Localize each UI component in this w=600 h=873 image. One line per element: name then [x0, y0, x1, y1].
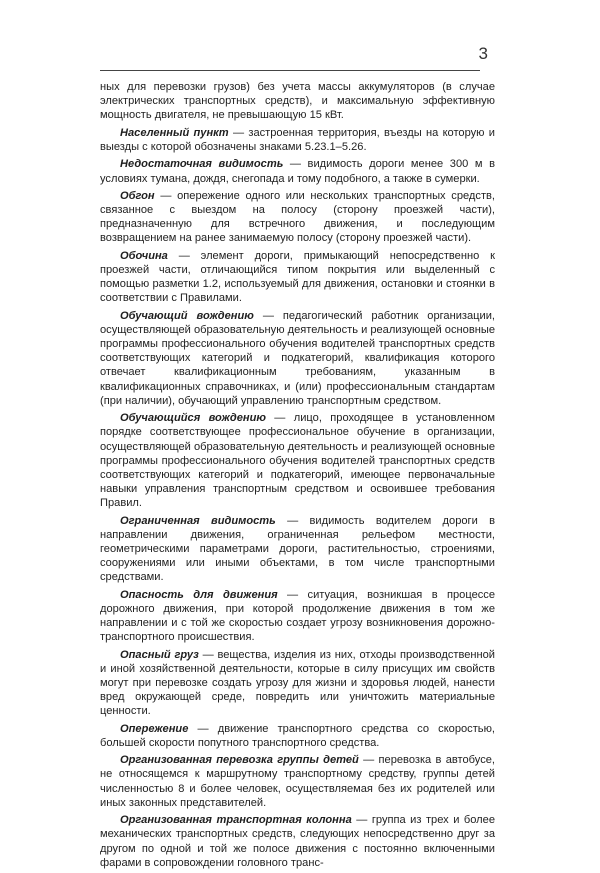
- definition-paragraph: [100, 309, 495, 408]
- definition-paragraph: [100, 753, 495, 810]
- definition-text: — движение транспортного средства со скоростью, большей скорости попутного транспортного средства.: [100, 722, 495, 749]
- definition-text: — застроенная территория, въезды на которую и выезды с которой обозначены знаками 5.23.1–5.26.: [100, 126, 495, 153]
- term-heading: Ограниченная видимость: [120, 514, 276, 527]
- definition-paragraph: [100, 157, 495, 185]
- definition-paragraph: [100, 189, 495, 246]
- term-heading: Организованная перевозка группы детей: [120, 754, 359, 767]
- page-body: [100, 80, 495, 873]
- definition-text: — видимость дороги менее 300 м в условиях тумана, дождя, снегопада и тому подобного, а также в сумерки.: [100, 158, 496, 185]
- definition-paragraph: [100, 648, 495, 719]
- definition-text: — опережение одного или нескольких транспортных средств, связанное с выездом на полосу (сторону проезжей части), предназначенную для встречного движения, и последующим возвращением на ранее занимаемую полосу (сторону проезжей части).: [100, 189, 495, 245]
- definition-paragraph: [100, 813, 495, 870]
- term-heading: Обгон: [120, 189, 155, 202]
- term-heading: Опасный груз: [120, 648, 199, 661]
- header-rule: [100, 70, 480, 71]
- definition-paragraph: [100, 514, 495, 585]
- term-heading: Организованная транспортная колонна: [120, 814, 352, 827]
- definition-text: — педагогический работник организации, осуществляющей образовательную деятельность и реализующей основные программы профессионального обучения водителей транспортных средств соответствующих категорий и подкатегорий, квалификация которого отвечает квалификационным требованиям, указанным в квалификационных справочниках, и (или) профессиональным стандартам (при наличии), обучающий управлению транспортным средством.: [100, 309, 496, 407]
- definition-paragraph: [100, 249, 495, 306]
- paragraph-continuation: [100, 80, 495, 122]
- definition-text: — ситуация, возникшая в процессе дорожного движения, при которой продолжение движения в том же направлении и с той же скоростью создает угрозу возникновения дорожно-транспортного происшествия.: [100, 588, 496, 644]
- definition-paragraph: [100, 126, 495, 154]
- definition-text: — перевозка в автобусе, не относящемся к маршрутному транспортному средству, группы детей численностью 8 и более человек, осуществляемая без их родителей или иных законных представителей.: [100, 754, 495, 809]
- definition-paragraph: [100, 411, 495, 510]
- paragraph-text: ных для перевозки грузов) без учета массы аккумуляторов (в случае электрических транспортных средств), и максимальную эффективную мощность двигателя, не превышающую 15 кВт.: [100, 81, 495, 122]
- term-heading: Недостаточная видимость: [120, 158, 284, 171]
- term-heading: Обочина: [120, 249, 168, 262]
- definition-text: — вещества, изделия из них, отходы производственной и иной хозяйственной деятельности, которые в силу присущих им свойств могут при перевозке создать угрозу для жизни и здоровья людей, нанести вред окружающей среде, повредить или уничтожить материальные ценности.: [100, 648, 496, 718]
- term-heading: Обучающий вождению: [120, 309, 254, 322]
- definition-paragraph: [100, 722, 495, 750]
- term-heading: Обучающийся вождению: [120, 412, 266, 425]
- definition-text: — элемент дороги, примыкающий непосредственно к проезжей части, отличающийся типом покрытия или выделенный с помощью разметки 1.2, используемый для движения, остановки и стоянки в соответствии с Правилами.: [100, 249, 495, 305]
- term-heading: Опережение: [120, 722, 189, 735]
- definition-text: — видимость водителем дороги в направлении движения, ограниченная рельефом местности, геометрическими параметрами дороги, растительностью, строениями, сооружениями или иными объектами, в том числе транспортными средствами.: [100, 514, 495, 584]
- definition-text: — лицо, проходящее в установленном порядке соответствующее профессиональное обучение в организации, осуществляющей образовательную деятельность и реализующей основные программы профессионального обучения водителей транспортных средств соответствующих категорий и подкатегорий, имеющее первоначальные навыки управления транспортным средством и освоившее требования Правил.: [100, 412, 495, 510]
- term-heading: Опасность для движения: [120, 588, 278, 601]
- definition-text: — группа из трех и более механических транспортных средств, следующих непосредственно друг за другом по одной и той же полосе движения с постоянно включенными фарами в сопровождении головного транс-: [100, 814, 495, 869]
- definition-paragraph: [100, 588, 495, 645]
- term-heading: Населенный пункт: [120, 126, 229, 139]
- page-number: 3: [478, 44, 488, 63]
